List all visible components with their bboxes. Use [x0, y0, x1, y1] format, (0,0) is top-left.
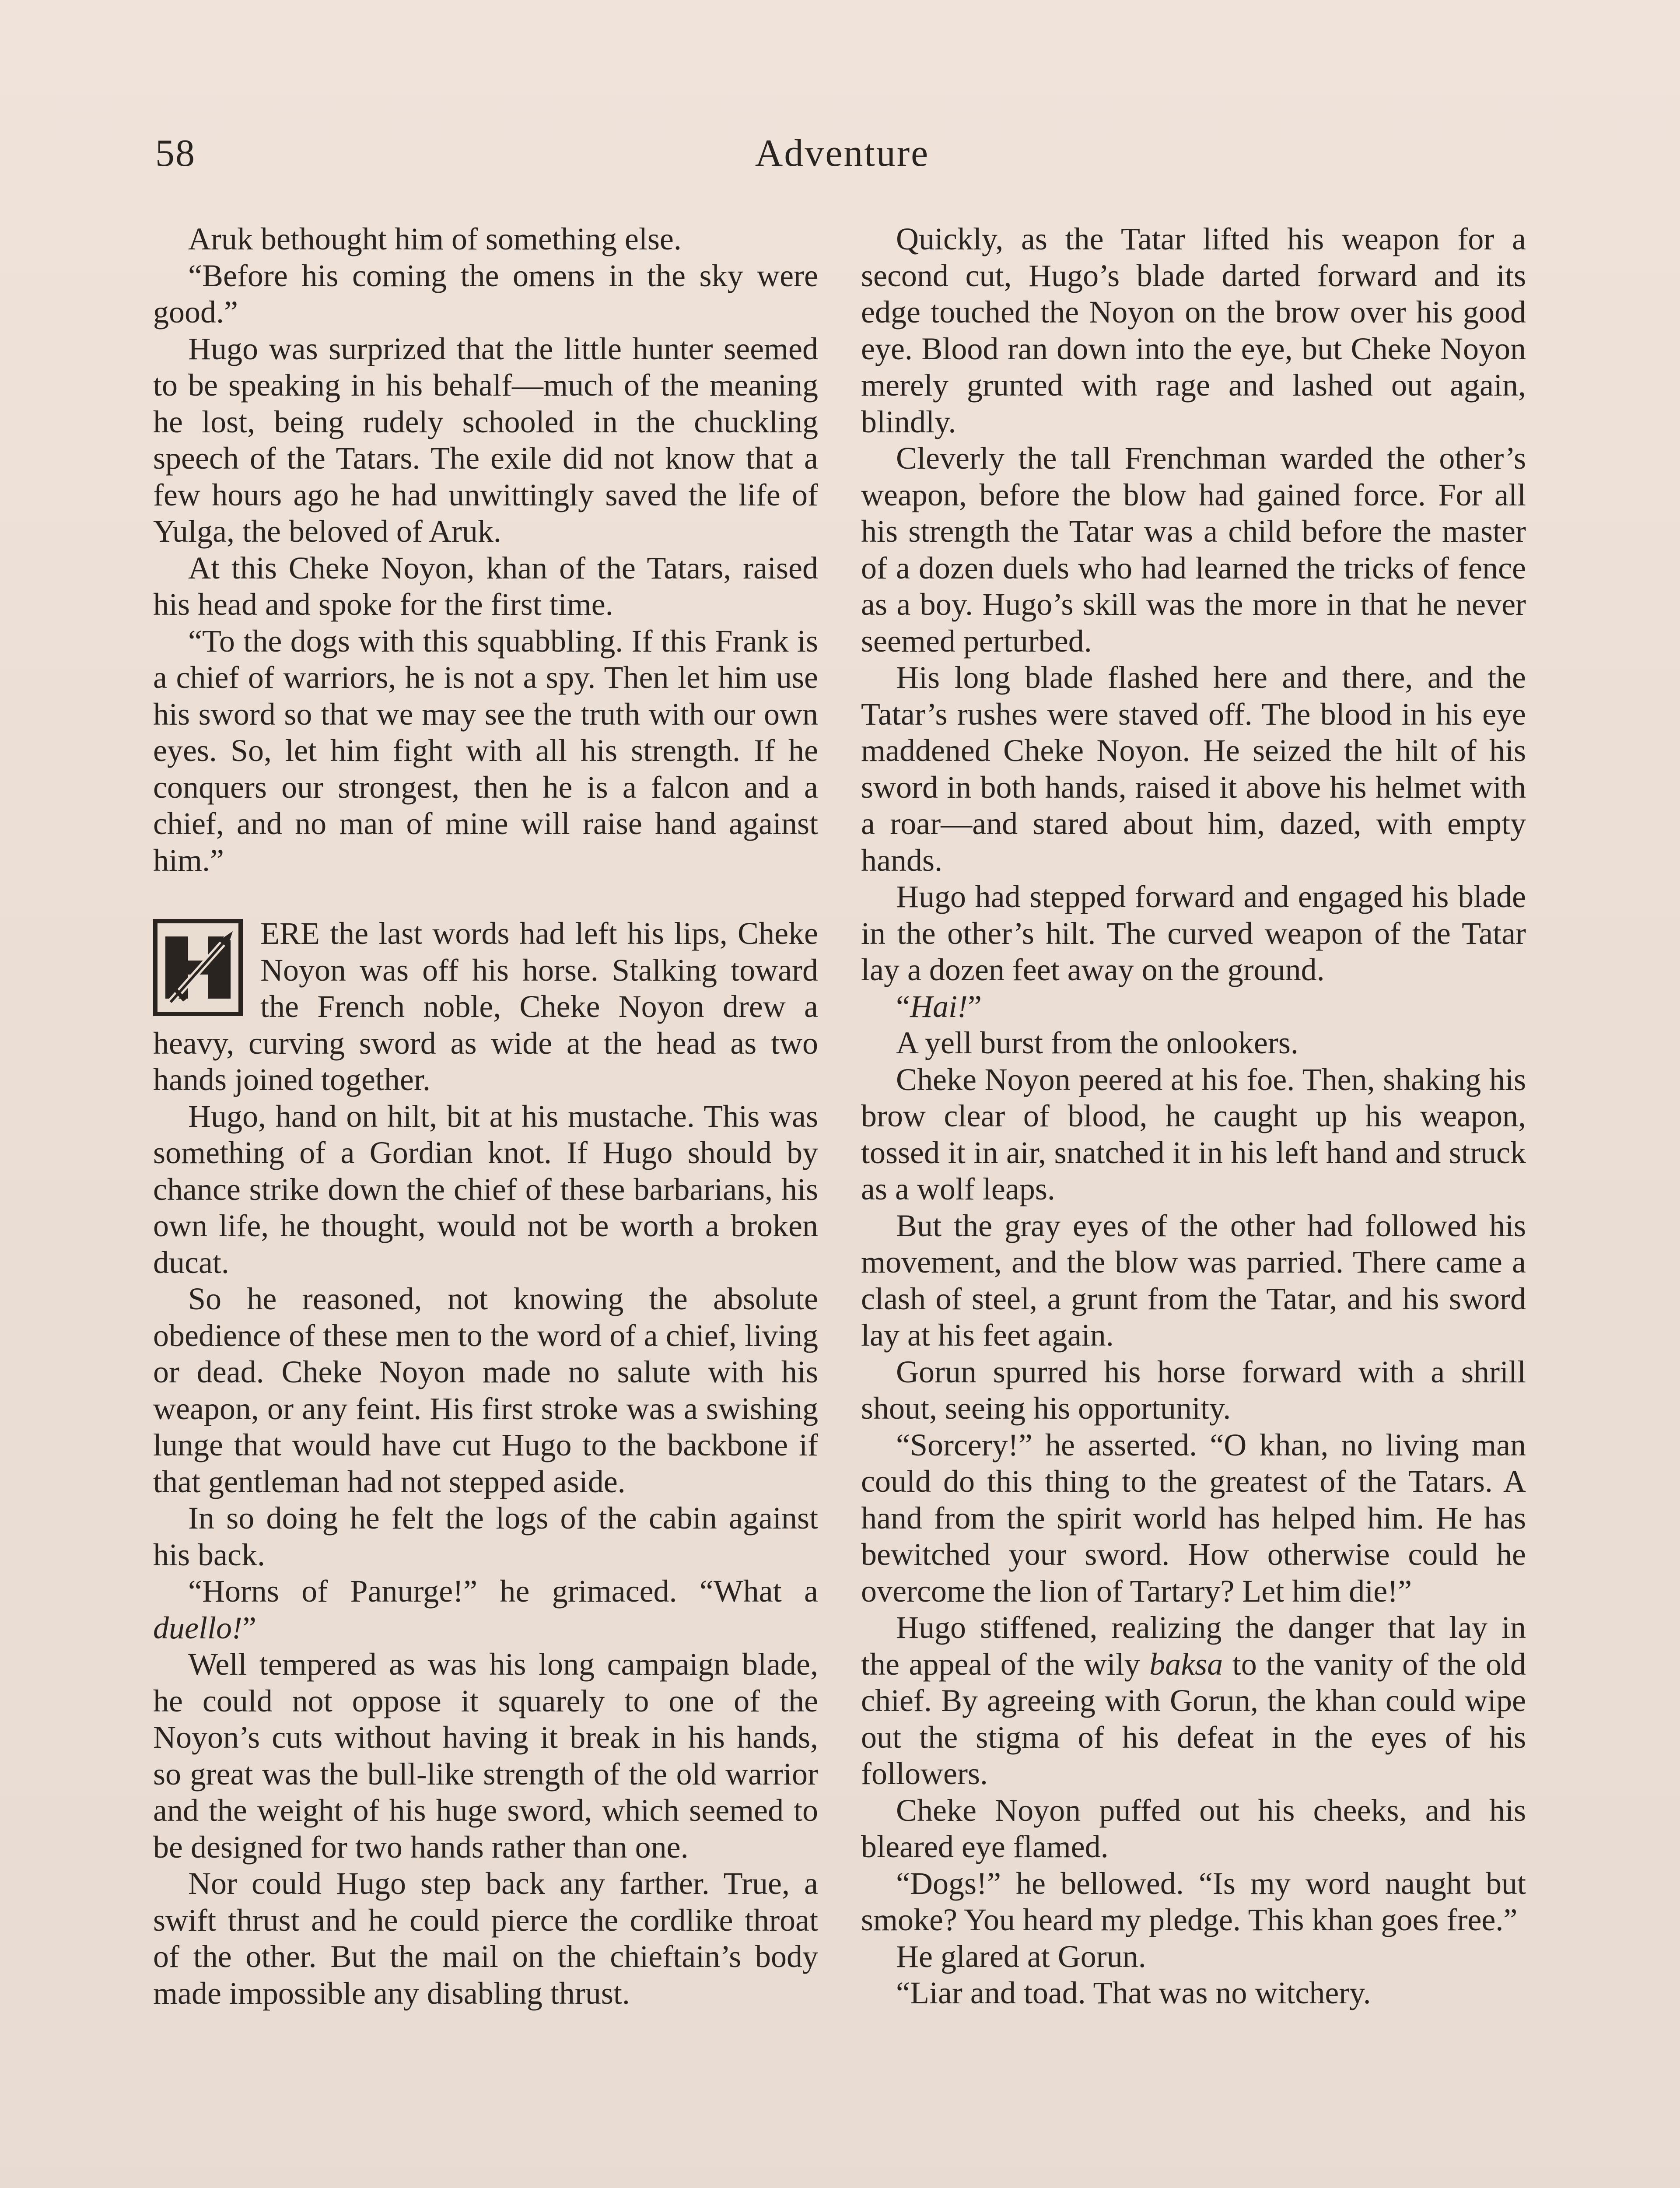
paragraph: Cheke Noyon puffed out his cheeks, and his bleared eye flamed. [861, 1792, 1526, 1864]
paragraph: Hugo, hand on hilt, bit at his mustache. This was something of a Gordian knot. If Hugo should by chance strike down the chief of these barbarians, his own life, he thought, would not be worth a broken ducat. [153, 1098, 818, 1280]
paragraph: At this Cheke Noyon, khan of the Tatars, raised his head and spoke for the first time. [153, 550, 818, 622]
paragraph: So he reasoned, not knowing the absolute obedience of these men to the word of a chief, living or dead. Cheke Noyon made no salute with his weapon, or any feint. His first stroke was a swishing lunge that would have cut Hugo to the backbone if that gentleman had not stepped aside. [153, 1281, 818, 1499]
text-run: ” [967, 989, 982, 1024]
running-title: Adventure [755, 132, 930, 175]
paragraph: ERE the last words had left his lips, Cheke Noyon was off his horse. Stalking toward the French noble, Cheke Noyon drew a heavy, curving sword as wide at the head as two hands joined together. [153, 916, 818, 1097]
paragraph: Cleverly the tall Frenchman warded the other’s weapon, before the blow had gained force. For all his strength the Tatar was a child before the master of a dozen duels who had learned the tricks of fence as a boy. Hugo’s skill was the more in that he never seemed perturbed. [861, 441, 1526, 659]
paragraph: He glared at Gorun. [896, 1939, 1146, 1974]
page-header [151, 131, 1533, 179]
right-column [861, 221, 1526, 2012]
left-column [153, 221, 818, 2012]
paragraph: Hugo had stepped forward and engaged his blade in the other’s hilt. The curved weapon of the Tatar lay a dozen feet away on the ground. [861, 879, 1526, 987]
paragraph: “Liar and toad. That was no witchery. [896, 1975, 1371, 2010]
paragraph: Aruk bethought him of something else. [188, 221, 682, 256]
italic-text: baksa [1149, 1646, 1223, 1682]
paragraph: “Dogs!” he bellowed. “Is my word naught but smoke? You heard my pledge. This khan goes free.” [861, 1865, 1526, 1937]
text-run: “Horns of Panurge!” he grimaced. “What a [188, 1574, 818, 1609]
paragraph: “Sorcery!” he asserted. “O khan, no living man could do this thing to the greatest of the Tatars. A hand from the spirit world has helped him. He has bewitched your sword. How otherwise could he overcome the lion of Tartary? Let him die!” [861, 1427, 1526, 1609]
paragraph: In so doing he felt the logs of the cabin against his back. [153, 1501, 818, 1572]
drop-cap-ornament [158, 923, 238, 1012]
section-opening [153, 915, 818, 1098]
italic-text: Hai! [910, 989, 968, 1024]
paragraph: Well tempered as was his long campaign blade, he could not oppose it squarely to one of the Noyon’s cuts without having it break in his hands, so great was the bull-like strength of the old warrior and the weight of his huge sword, which seemed to be designed for two hands rather than one. [153, 1647, 818, 1865]
paragraph [861, 989, 1526, 1025]
text-run: ” [242, 1610, 256, 1645]
paragraph: Nor could Hugo step back any farther. True, a swift thrust and he could pierce the cordlike throat of the other. But the mail on the chieftain’s body made impossible any disabling thrust. [153, 1866, 818, 2011]
text-run: “ [896, 989, 910, 1024]
page-number: 58 [155, 132, 196, 175]
paragraph: Cheke Noyon peered at his foe. Then, shaking his brow clear of blood, he caught up his weapon, tossed it in air, snatched it in his left hand and struck as a wolf leaps. [861, 1062, 1526, 1206]
paragraph: “Before his coming the omens in the sky were good.” [153, 258, 818, 330]
text-run: to the vanity of the old chief. By agreeing with Gorun, the khan could wipe out the stigma of his defeat in the eyes of his followers. [861, 1646, 1526, 1791]
paragraph: “To the dogs with this squabbling. If this Frank is a chief of warriors, he is not a spy. Then let him use his sword so that we may see the truth with our own eyes. So, let him fight with all his strength. If he conquers our strongest, then he is a falcon and a chief, and no man of mine will raise hand against him.” [153, 623, 818, 878]
drop-cap-h-icon [153, 919, 243, 1016]
paragraph: His long blade flashed here and there, and the Tatar’s rushes were staved off. The blood in his eye maddened Cheke Noyon. He seized the hilt of his sword in both hands, raised it above his helmet with a roar—and stared about him, dazed, with empty hands. [861, 660, 1526, 878]
paragraph: But the gray eyes of the other had followed his movement, and the blow was parried. There came a clash of steel, a grunt from the Tatar, and his sword lay at his feet again. [861, 1208, 1526, 1353]
paragraph: A yell burst from the onlookers. [896, 1025, 1298, 1060]
paragraph: Hugo was surprized that the little hunter seemed to be speaking in his behalf—much of the meaning he lost, being rudely schooled in the chuckling speech of the Tatars. The exile did not know that a few hours ago he had unwittingly saved the life of Yulga, the beloved of Aruk. [153, 331, 818, 549]
italic-text: duello! [153, 1610, 242, 1645]
paragraph: Gorun spurred his horse forward with a shrill shout, seeing his opportunity. [861, 1354, 1526, 1426]
paragraph [861, 1609, 1526, 1792]
paragraph [153, 1573, 818, 1646]
paragraph: Quickly, as the Tatar lifted his weapon for a second cut, Hugo’s blade darted forward and its edge touched the Noyon on the brow over his good eye. Blood ran down into the eye, but Cheke Noyon merely grunted with rage and lashed out again, blindly. [861, 221, 1526, 439]
text-run: Hugo stiffened, realizing the danger that lay in the appeal of the wily [861, 1610, 1526, 1682]
